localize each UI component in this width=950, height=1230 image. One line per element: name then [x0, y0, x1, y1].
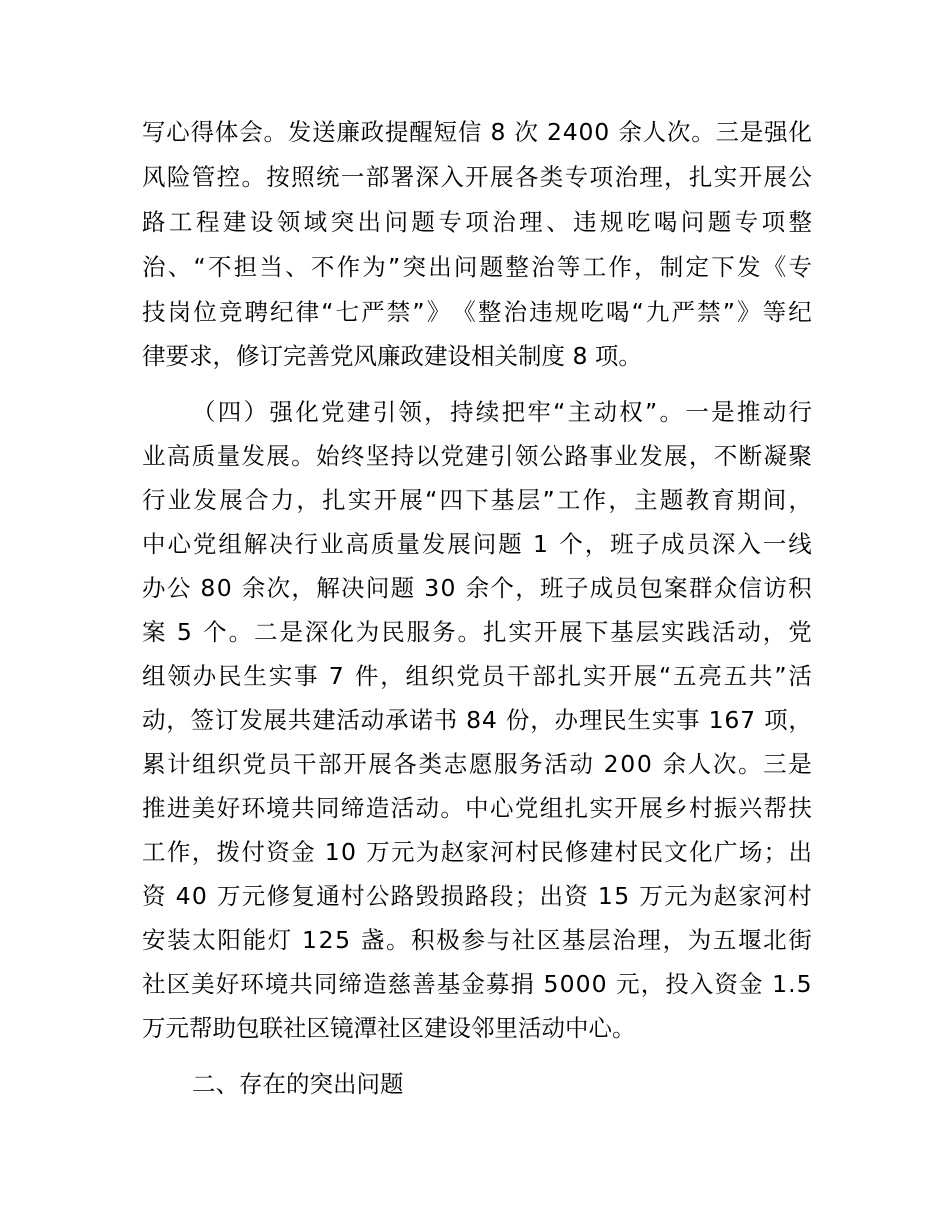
paragraph-line: 技 岗 位 竞 聘 纪 律 “ 七 严 禁 ” 》 《 整 治 违 规 吃 喝 “ 九 严 禁 ” 》 等 纪 [142, 298, 812, 326]
paragraph-line: 行 业 发 展 合 力 ， 扎 实 开 展 “ 四 下 基 层 ” 工 作 ， 主 题 教 育 期 间 ， [142, 486, 812, 514]
paragraph-line: 中 心 党 组 解 决 行 业 高 质 量 发 展 问 题 1 个 ， 班 子 成 员 深 入 一 线 [142, 530, 812, 558]
paragraph-line: 写 心 得 体 会 。 发 送 廉 政 提 醒 短 信 8 次 2 4 0 0 余 人 次 。 三 是 强 化 [142, 118, 812, 146]
paragraph-line: 案 5 个 。 二 是 深 化 为 民 服 务 。 扎 实 开 展 下 基 层 实 践 活 动 ， 党 [142, 618, 812, 646]
paragraph-line: 办 公 8 0 余 次 ， 解 决 问 题 3 0 余 个 ， 班 子 成 员 包 案 群 众 信 访 积 [142, 574, 812, 602]
paragraph-line: 资 4 0 万 元 修 复 通 村 公 路 毁 损 路 段 ； 出 资 1 5 万 元 为 赵 家 河 村 [142, 882, 812, 910]
paragraph-line: 动 ， 签 订 发 展 共 建 活 动 承 诺 书 8 4 份 ， 办 理 民 生 实 事 1 6 7 项 ， [142, 706, 812, 734]
paragraph-line: 业 高 质 量 发 展 。 始 终 坚 持 以 党 建 引 领 公 路 事 业 发 展 ， 不 断 凝 聚 [142, 442, 812, 470]
paragraph-line: 治 、 “ 不 担 当 、 不 作 为 ” 突 出 问 题 整 治 等 工 作 ， 制 定 下 发 《 专 [142, 253, 812, 281]
paragraph-line: 风 险 管 控 。 按 照 统 一 部 署 深 入 开 展 各 类 专 项 治 理 ， 扎 实 开 展 公 [142, 163, 812, 191]
paragraph-line: 路 工 程 建 设 领 域 突 出 问 题 专 项 治 理 、 违 规 吃 喝 问 题 专 项 整 [142, 208, 812, 236]
paragraph-line: 组 领 办 民 生 实 事 7 件 ， 组 织 党 员 干 部 扎 实 开 展 “ 五 亮 五 共 ” 活 [142, 662, 812, 690]
paragraph-line: 推 进 美 好 环 境 共 同 缔 造 活 动 。 中 心 党 组 扎 实 开 展 乡 村 振 兴 帮 扶 [142, 794, 812, 822]
section-title: 二、存在的突出问题 [192, 1070, 404, 1098]
paragraph-line: 安 装 太 阳 能 灯 1 2 5 盏 。 积 极 参 与 社 区 基 层 治 理 ， 为 五 堰 北 街 [142, 926, 812, 954]
section-heading-line: （ 四 ） 强 化 党 建 引 领 ， 持 续 把 牢 “ 主 动 权 ” 。 一 是 推 动 行 [192, 398, 812, 426]
paragraph-line: 万元帮助包联社区镜潭社区建设邻里活动中心。 [142, 1014, 636, 1042]
paragraph-line: 律要求，修订完善党风廉政建设相关制度 8 项。 [142, 342, 642, 370]
paragraph-line: 工 作 ， 拨 付 资 金 1 0 万 元 为 赵 家 河 村 民 修 建 村 民 文 化 广 场 ； 出 [142, 838, 812, 866]
paragraph-line: 累 计 组 织 党 员 干 部 开 展 各 类 志 愿 服 务 活 动 2 0 0 余 人 次 。 三 是 [142, 750, 812, 778]
paragraph-line: 社 区 美 好 环 境 共 同 缔 造 慈 善 基 金 募 捐 5 0 0 0 元 ， 投 入 资 金 1 . 5 [142, 970, 812, 998]
